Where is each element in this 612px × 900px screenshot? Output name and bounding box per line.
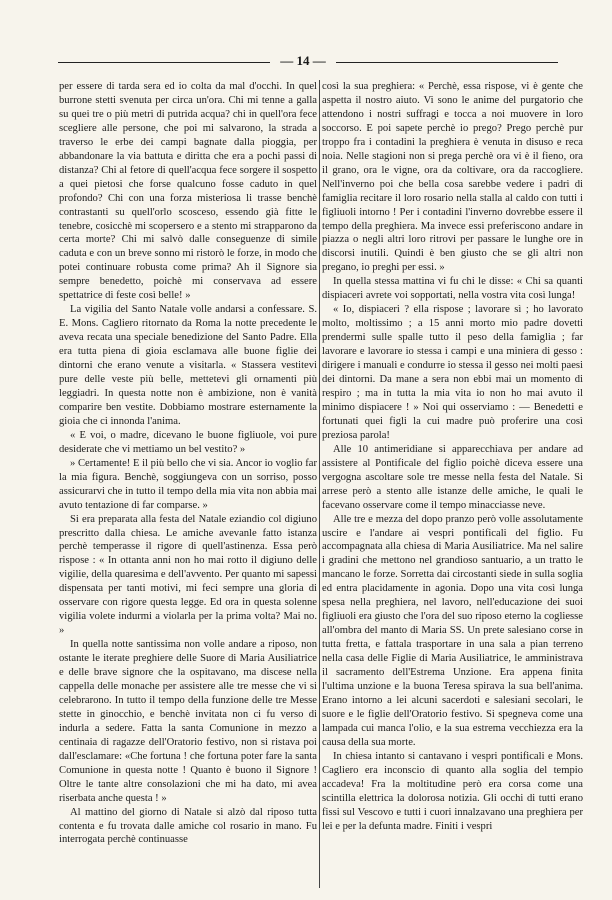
header-rule-right (336, 62, 558, 63)
paragraph: per essere di tarda sera ed io colta da mal d'occhi. In quel burrone stetti svenuta per circa un'ora. Chi mi tenne a galla su quei tre o più metri di putrida acqua? chi in quell'ora fece scegliere alle persone, che poi mi salvarono, la strada a traverso le erbe dei campi bagnate dalla pioggia, per abbandonare la via battuta e diritta che era a pochi passi di distanza? Chi al fetore di quell'acqua fece sorgere il sospetto a quei pietosi che forse qualcuno fosse caduto in quel profondo? Chi con una forza misteriosa li trasse benchè contrastanti su quell'orlo scosceso, essendo già fitte le tenebre, cosicchè mi scopersero e a stento mi strapparono da certa morte? Chi mi salvò dalle conseguenze di simile caduta e con un breve sonno mi ristorò le forze, in modo che potei continuare robusta come prima? Ah il Signore sia sempre benedetto, poichè mi conservava ad essere spettatrice di feste così belle! » (59, 81, 317, 302)
paragraph: » Certamente! E il più bello che vi sia. Ancor io voglio far la mia figura. Benchè, soggiungeva con un sorriso, posso assicurarvi che in tutto il tempo della mia vita non abbia mai avuto tentazione di far comparse. » (59, 457, 317, 511)
left-column (59, 80, 317, 888)
paragraph: In quella notte santissima non volle andare a riposo, non ostante le iterate preghiere delle Suore di Maria Ausiliatrice e delle brave signore che la ospitavano, ma discese nella cappella delle monache per assistere alle tre messe che vi si celebrarono. In tutto il tempo della funzione delle tre Messe stette in ginocchio, e benchè invitata non ci fu verso di indurla a sedere. Fatta la santa Comunione in mezzo a centinaia di ragazze dell'Oratorio festivo, non si ristava poi dall'esclamare: «Che fortuna ! che fortuna poter fare la santa Comunione in questa notte ! Quanto è buono il Signore ! Oltre le tante altre consolazioni che mi ha dato, mi avea riserbata anche questa ! » (59, 639, 317, 804)
page-number: — 14 — (280, 53, 326, 68)
paragraph: In quella stessa mattina vi fu chi le disse: « Chi sa quanti dispiaceri avrete voi sopportati, nella vostra vita così lunga! (322, 276, 583, 302)
header-rule-left (58, 62, 270, 63)
paragraph: Si era preparata alla festa del Natale eziandio col digiuno prescritto dalla chiesa. Le amiche avevanle fatto istanza perchè temperasse il rigore di quell'astinenza. Essa però rispose : « In ottanta anni non ho mai rotto il digiuno delle vigilie, della quaresima e dell'avvento. Per quanto mi sapessi dispensata per tanti motivi, mi feci sempre una gloria di osservare con rigore questa legge. Ed ora in questa solenne vigilia volete indurmi a violarla per la prima volta? Mai no. » (59, 513, 317, 637)
paragraph: « E voi, o madre, dicevano le buone figliuole, voi pure desiderate che vi mettiamo un bel vestito? » (59, 429, 317, 455)
paragraph: Alle 10 antimeridiane si apparecchiava per andare ad assistere al Pontificale del figlio poichè diceva essere una vergogna ascoltare sole tre messe nella festa del Natale. Si arrese però a stento alle istanze delle amiche, le quali le facevano osservare come il tempo minacciasse neve. (322, 443, 583, 511)
paragraph: Al mattino del giorno di Natale si alzò dal riposo tutta contenta e fu trovata dalle amiche col rosario in mano. Fu interrogata perchè continuasse (59, 806, 317, 846)
paragraph: La vigilia del Santo Natale volle andarsi a confessare. S. E. Mons. Cagliero ritornato da Roma la notte precedente le aveva recata una speciale benedizione del Santo Padre. Ella era tutta piena di gioia esclamava alle buone figlie dei dintorni che erano venute a visitarla. « Stassera vestitevi pure delle veste più belle, mettetevi gli ornamenti più leggiadri. In questa notte non è ambizione, non è vanità comparire ben vestite. Dobbiamo mostrare esternamente la gioia che ci innonda l'anima. (59, 304, 317, 427)
column-divider (319, 80, 320, 888)
paragraph: « Io, dispiaceri ? ella rispose ; lavorare sì ; ho lavorato molto, moltissimo ; a 15 anni morto mio padre dovetti prendermi sulle spalle tutto il peso della famiglia ; far lavorare e lavorare io stessa i campi e una miniera di gesso : dirigere i manuali e condurre io stessa il gesso nei molti paesi dei dintorni. Da mane a sera non ebbi mai un momento di respiro ; ma in tutta la mia vita io non ho mai avuto il minimo dispiacere ! » Noi qui osserviamo : — Benedetti e fortunati quei figli la cui madre può proferire una così preziosa parola! (322, 304, 583, 441)
paragraph: così la sua preghiera: « Perchè, essa rispose, vi è gente che aspetta il nostro aiuto. Vi sono le anime del purgatorio che attendono i nostri suffragi e tocca a noi muovere in loro soccorso. E poi sapete perchè io prego? Prego perchè pur troppo fra i contadini la preghiera è venuta in disuso e reca noia. Nelle stagioni non si prega perchè ora vi è il fieno, ora il grano, ora le vigne, ora da coltivare, ora da raccogliere. Nell'inverno poi che bella cosa sarebbe vedere i padri di famiglia recitare il loro rosario nella stalla al caldo con tutti i figliuoli intorno ! Per i contadini l'inverno dovrebbe essere il tempo della preghiera. Ma invece essi preferiscono andare in piazza o negli altri loro ritrovi per passare le lunghe ore in discorsi inutili. Quindi è ben giusto che se gli altri non pregano, io preghi per essi. » (322, 81, 583, 274)
page-header (0, 52, 612, 72)
paragraph: In chiesa intanto si cantavano i vespri pontificali e Mons. Cagliero era inconscio di quanto alla soglia del tempio accadeva! Fra la moltitudine però era corsa come una scintilla elettrica la dolorosa notizia. Gli occhi di tutti erano fissi sul Vescovo e tutti i cuori innalzavano una preghiera per lei e per la defunta madre. Finiti i vespri (322, 750, 583, 832)
paragraph: Alle tre e mezza del dopo pranzo però volle assolutamente uscire e l'andare ai vespri pontificali del figlio. Fu accompagnata alla chiesa di Maria Ausiliatrice. Ma nel salire i gradini che mettono nel grandioso santuario, a un tratto le mancano le forze. Sorretta dai circostanti siede in sulla soglia ed entra placidamente in agonia. Dopo una vita così lunga spesa nella preghiera, nel lavoro, nell'educazione dei suoi figliuoli era giusto che l'ora del suo riposo eterno la cogliesse all'ombra del manto di Maria SS. Un prete salesiano corse in tutta fretta, e fattala trasportare in una sala a pian terreno nella casa delle Figlie di Maria Ausiliatrice, le amministrava il sacramento dell'Estrema Unzione. Era appena finita l'ultima unzione e la buona Teresa spirava la sua bell'anima. Erano intorno a lei alcuni sacerdoti e salesiani secolari, le suore e le figlie dell'Oratorio festivo. Si spegneva come una lampada cui manca l'olio, e la sua estrema vecchiezza era la causa della sua morte. (322, 513, 583, 748)
right-column (322, 80, 583, 888)
